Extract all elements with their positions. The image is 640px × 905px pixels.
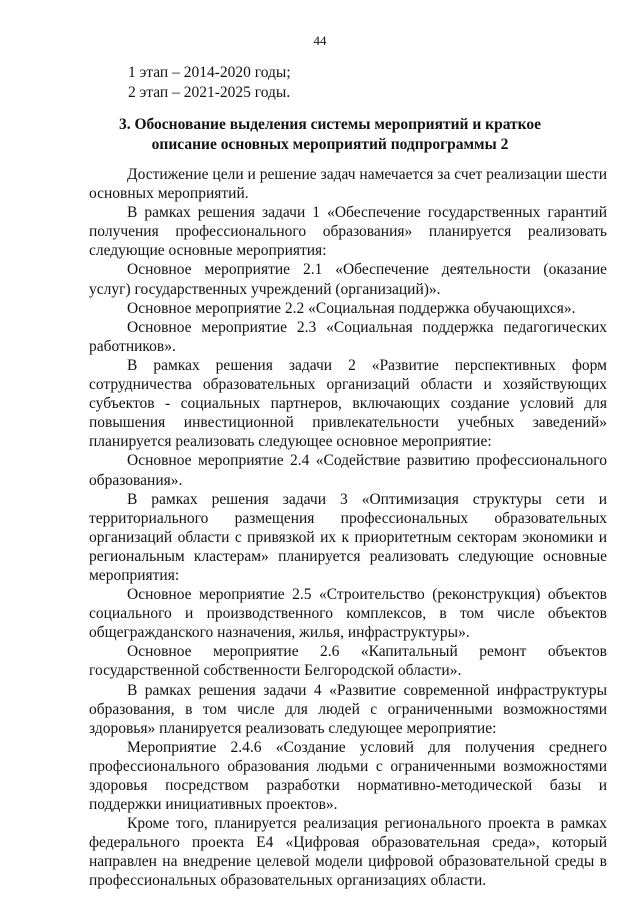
stage-line: 2 этап – 2021-2025 годы.	[128, 84, 291, 101]
paragraph: Достижение цели и решение задач намечается за счет реализации шести основных мероприятий.	[89, 166, 607, 203]
paragraph: В рамках решения задачи 4 «Развитие современной инфраструктуры образования, в том числе для людей с ограниченными возможностями здоровья» планируется реализовать следующее мероприятие:	[89, 681, 607, 737]
paragraph: В рамках решения задачи 2 «Развитие перспективных форм сотрудничества образовательных организаций области и хозяйствующих субъектов - социальных партнеров, включающих создание условий для повышения инвестиционной привлекательности учебных заведений» планируется реализовать следующее основное мероприятие:	[89, 356, 607, 451]
paragraph: Основное мероприятие 2.3 «Социальная поддержка педагогических работников».	[89, 318, 607, 355]
paragraph: В рамках решения задачи 3 «Оптимизация структуры сети и территориального размещения профессиональных образовательных организаций области с привязкой их к приоритетным секторам экономики и региональным кластерам» планируется реализовать следующие основные мероприятия:	[89, 490, 607, 584]
paragraph: Кроме того, планируется реализация регионального проекта в рамках федерального проекта Е4 «Цифровая образовательная среда», который направлен на внедрение целевой модели цифровой образовательной среды в профессиональных образовательных организациях области.	[89, 815, 607, 890]
paragraph: Основное мероприятие 2.4 «Содействие развитию профессионального образования».	[89, 452, 607, 489]
stage-line: 1 этап – 2014-2020 годы;	[128, 64, 291, 81]
paragraph: Основное мероприятие 2.2 «Социальная поддержка обучающихся».	[127, 299, 576, 317]
body-text	[89, 165, 607, 891]
section-heading-line: 3. Обоснование выделения системы мероприятий и краткое	[118, 116, 542, 133]
paragraph: Основное мероприятие 2.6 «Капитальный ремонт объектов государственной собственности Белгородской области».	[89, 643, 607, 680]
stages-list	[128, 63, 291, 103]
paragraph: В рамках решения задачи 1 «Обеспечение государственных гарантий получения профессионального образования» планируется реализовать следующие основные мероприятия:	[89, 204, 607, 260]
section-heading-line: описание основных мероприятий подпрограммы 2	[151, 136, 509, 153]
section-heading	[90, 115, 570, 155]
page-number: 44	[313, 33, 327, 48]
paragraph: Основное мероприятие 2.5 «Строительство (реконструкция) объектов социального и производственного комплексов, в том числе объектов общегражданского назначения, жилья, инфраструктуры».	[89, 586, 607, 642]
paragraph: Основное мероприятие 2.1 «Обеспечение деятельности (оказание услуг) государственных учреждений (организаций)».	[89, 261, 607, 298]
paragraph: Мероприятие 2.4.6 «Создание условий для получения среднего профессионального образования людьми с ограниченными возможностями здоровья посредством разработки нормативно-методической базы и поддержки инициативных проектов».	[89, 738, 607, 814]
